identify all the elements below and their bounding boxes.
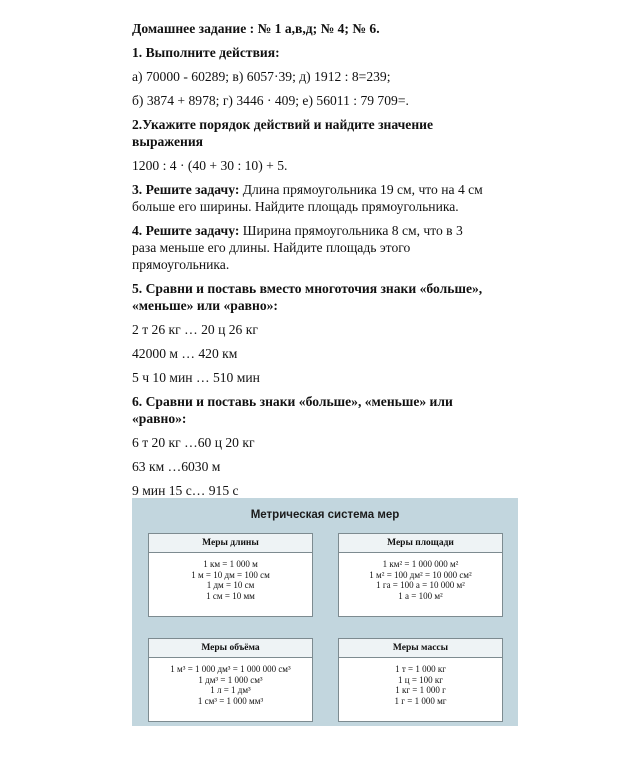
area-measures-heading: Меры площади — [339, 534, 502, 553]
area-row: 1 км² = 1 000 000 м² — [382, 559, 459, 569]
metric-system-table — [132, 498, 518, 726]
length-row: 1 км = 1 000 м — [203, 559, 258, 569]
mass-measures-card — [338, 638, 503, 722]
task2-title-line2: выражения — [132, 134, 204, 149]
length-measures-heading: Меры длины — [149, 534, 312, 553]
task5-item: 2 т 26 кг … 20 ц 26 кг — [132, 322, 258, 337]
area-measures-body — [339, 553, 502, 601]
task6-item: 9 мин 15 с… 915 с — [132, 483, 239, 498]
task5-title-line1: 5. Сравни и поставь вместо многоточия знаки «больше», — [132, 281, 483, 296]
volume-row: 1 л = 1 дм³ — [210, 685, 251, 695]
mass-row: 1 т = 1 000 кг — [395, 664, 446, 674]
task1-line2: б) 3874 + 8978; г) 3446 · 409; е) 56011 : 79 709=. — [132, 93, 409, 108]
volume-row: 1 см³ = 1 000 мм³ — [197, 695, 264, 706]
mass-row: 1 кг = 1 000 г — [395, 685, 446, 695]
task2-expression: 1200 : 4 · (40 + 30 : 10) + 5. — [132, 158, 288, 173]
task6-title-line1: 6. Сравни и поставь знаки «больше», «меньше» или — [132, 394, 453, 409]
length-measures-body — [149, 553, 312, 601]
task5-item: 5 ч 10 мин … 510 мин — [132, 370, 260, 385]
volume-row: 1 дм³ = 1 000 см³ — [198, 674, 263, 685]
task6-title-line2: «равно»: — [132, 411, 187, 426]
task4-text-line1: Ширина прямоугольника 8 см, что в 3 — [239, 223, 463, 238]
task6-item: 6 т 20 кг …60 ц 20 кг — [132, 435, 255, 450]
task3-title: 3. Решите задачу: — [132, 182, 240, 197]
volume-measures-body — [149, 658, 312, 706]
mass-measures-heading: Меры массы — [339, 639, 502, 658]
task4-text-line2: раза меньше его длины. Найдите площадь этого — [132, 240, 411, 255]
task3-text-line2: больше его ширины. Найдите площадь прямоугольника. — [132, 199, 459, 214]
area-row: 1 м² = 100 дм² = 10 000 см² — [369, 569, 472, 580]
task4-line1 — [132, 222, 532, 239]
metric-table-title: Метрическая система мер — [250, 509, 400, 521]
volume-measures-heading: Меры объёма — [149, 639, 312, 658]
task4-text-line3: прямоугольника. — [132, 257, 230, 272]
length-row: 1 см = 10 мм — [206, 590, 255, 601]
task1-line1: а) 70000 - 60289; в) 6057·39; д) 1912 : 8=239; — [132, 69, 391, 84]
task5-item: 42000 м … 420 км — [132, 346, 238, 361]
task6-item: 63 км …6030 м — [132, 459, 221, 474]
mass-row: 1 г = 1 000 мг — [394, 695, 447, 706]
task1-title: 1. Выполните действия: — [132, 45, 280, 60]
mass-row: 1 ц = 100 кг — [398, 674, 443, 685]
task3-line1 — [132, 181, 532, 198]
area-row: 1 а = 100 м² — [398, 590, 443, 601]
area-measures-card — [338, 533, 503, 617]
task5-title-line2: «меньше» или «равно»: — [132, 298, 278, 313]
volume-row: 1 м³ = 1 000 дм³ = 1 000 000 см³ — [170, 664, 291, 674]
task4-title: 4. Решите задачу: — [132, 223, 240, 238]
length-row: 1 дм = 10 см — [206, 580, 255, 590]
length-measures-card — [148, 533, 313, 617]
volume-measures-card — [148, 638, 313, 722]
homework-text — [132, 20, 532, 499]
length-row: 1 м = 10 дм = 100 см — [191, 569, 270, 580]
task2-title-line1: 2.Укажите порядок действий и найдите значение — [132, 117, 434, 132]
area-row: 1 га = 100 а = 10 000 м² — [376, 580, 465, 590]
mass-measures-body — [339, 658, 502, 706]
homework-header: Домашнее задание : № 1 а,в,д; № 4; № 6. — [132, 21, 380, 36]
task3-text-line1: Длина прямоугольника 19 см, что на 4 см — [239, 182, 483, 197]
